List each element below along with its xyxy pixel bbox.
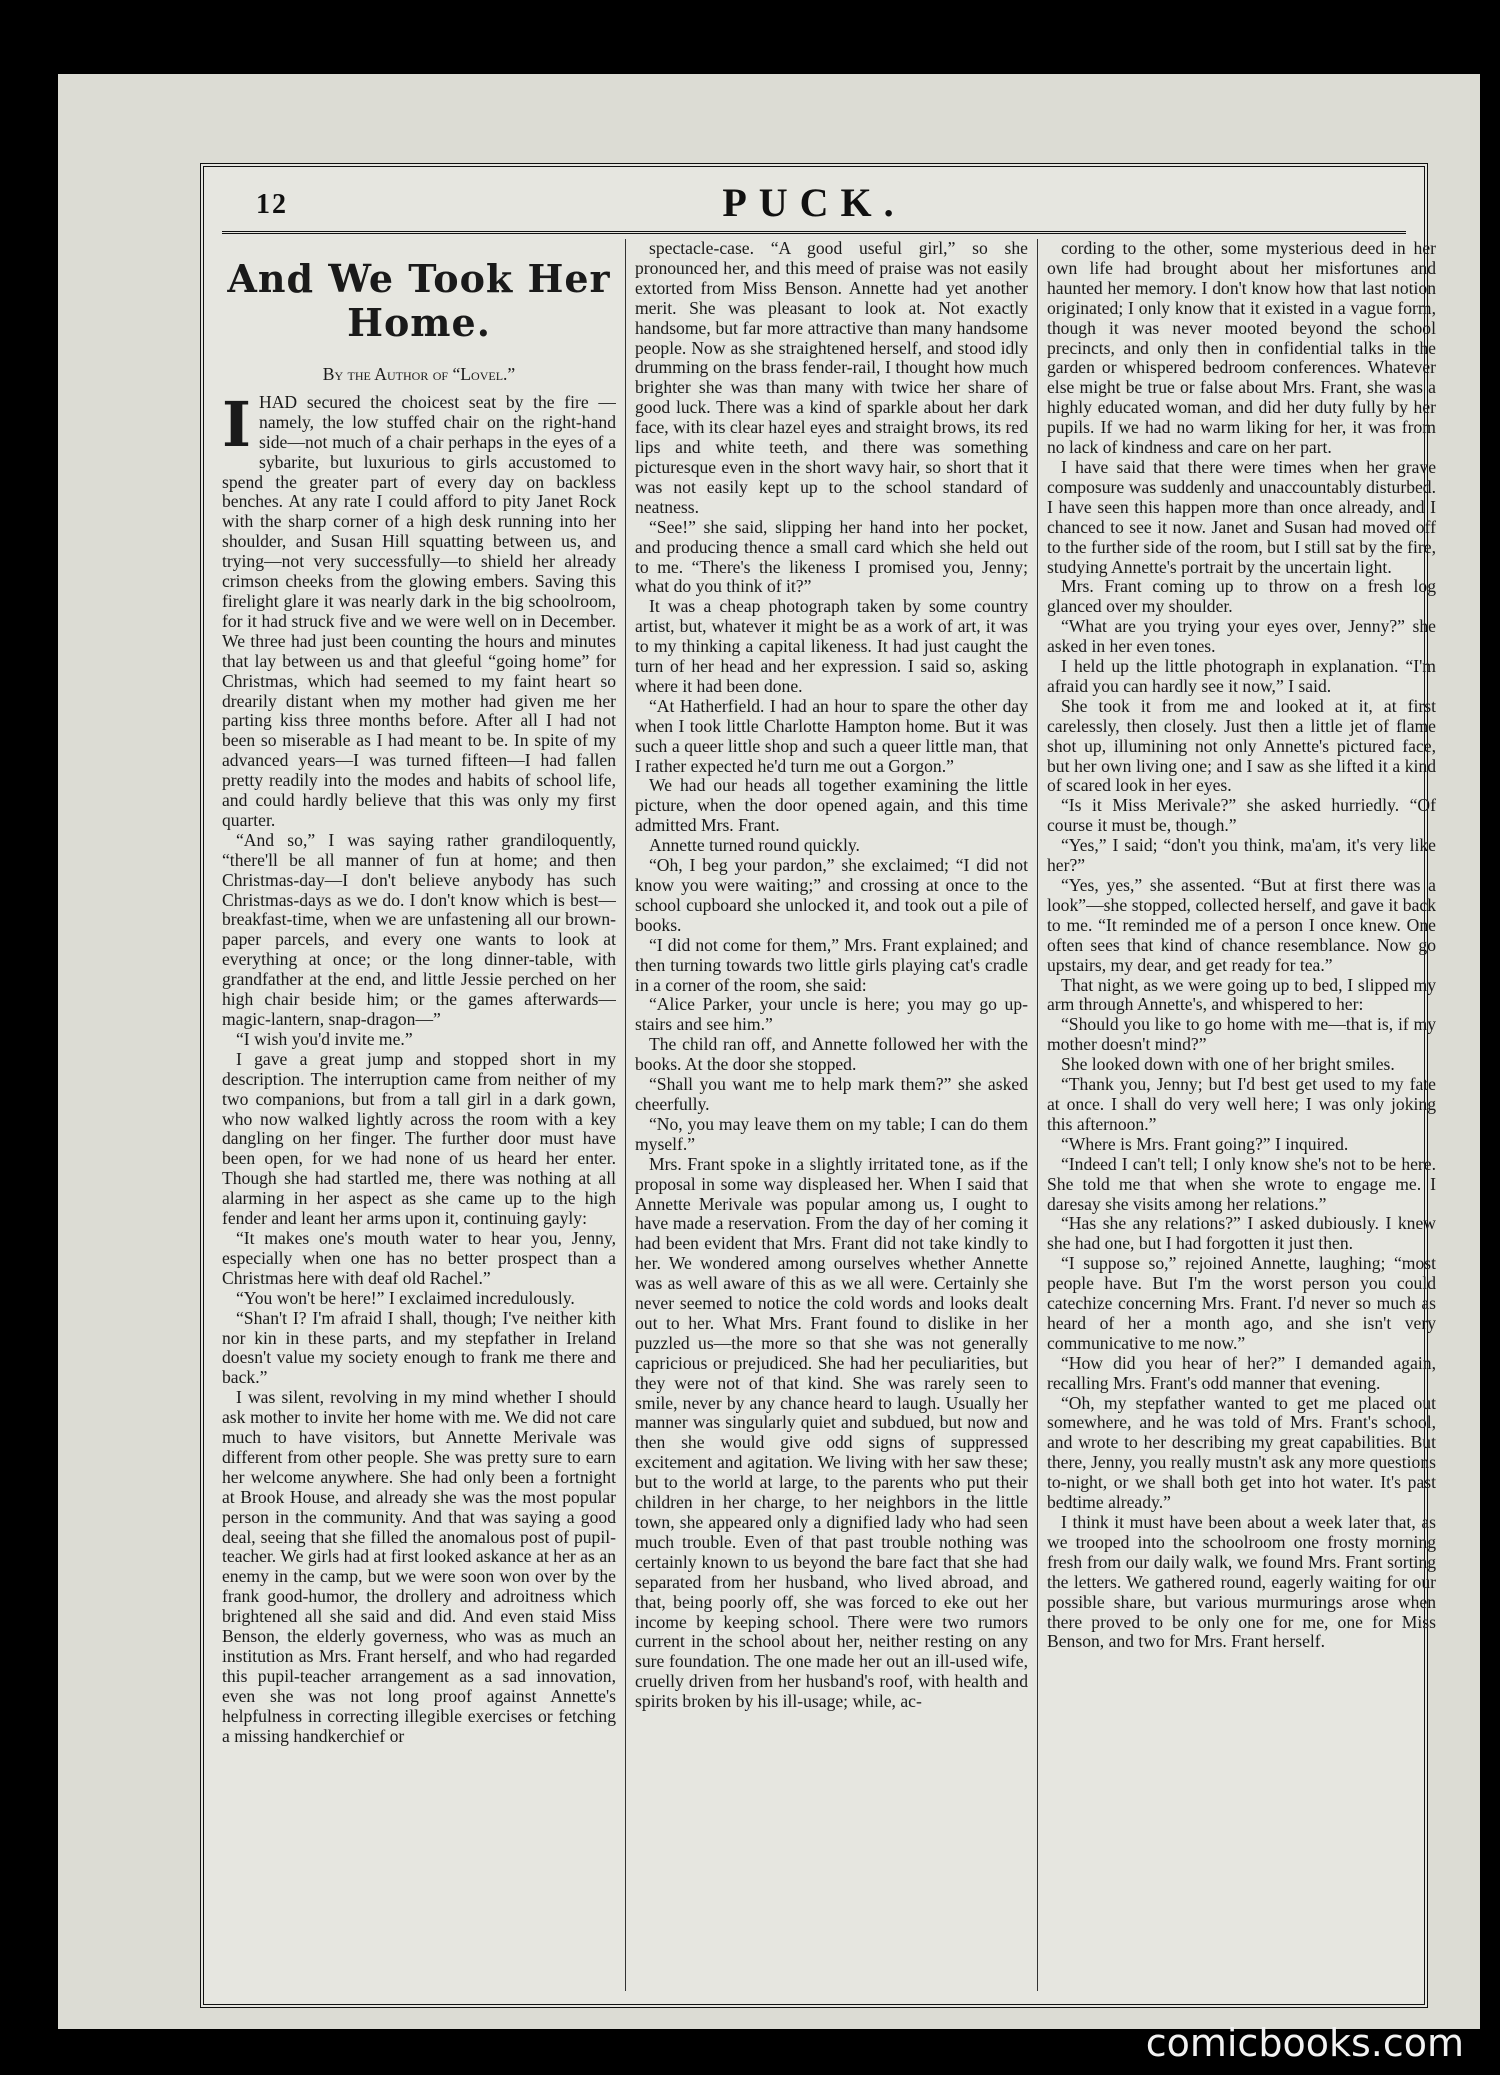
paragraph: “You won't be here!” I exclaimed incredulously. — [236, 1287, 575, 1308]
paragraph: “Yes,” I said; “don't you think, ma'am, it's very like her?” — [1047, 835, 1436, 876]
paragraph: That night, as we were going up to bed, I slipped my arm through Annette's, and whispered to her: — [1047, 974, 1436, 1015]
paragraph: “How did you hear of her?” I demanded again, recalling Mrs. Frant's odd manner that evening. — [1047, 1352, 1436, 1393]
paragraph: “It makes one's mouth water to hear you, Jenny, especially when one has no better prospect than a Christmas here with deaf old Rachel.” — [222, 1227, 616, 1288]
paragraph: “Yes, yes,” she assented. “But at first there was a look”—she stopped, collected herself, and gave it back to me. “It reminded me of a person I once knew. One often sees that kind of chance resemblance. Now go upstairs, my dear, and get ready for tea.” — [1047, 875, 1436, 975]
paragraph: “Alice Parker, your uncle is here; you may go up-stairs and see him.” — [635, 994, 1028, 1035]
masthead-rule — [222, 231, 1406, 234]
paragraph: “Oh, I beg your pardon,” she exclaimed; “I did not know you were waiting;” and crossing at once to the school cupboard she unlocked it, and took out a pile of books. — [635, 855, 1028, 935]
paragraph: “Indeed I can't tell; I only know she's not to be here. She told me that when she wrote to engage me. I daresay she visits among her relations.” — [1047, 1153, 1436, 1214]
paragraph: She looked down with one of her bright smiles. — [1061, 1054, 1395, 1075]
column-divider — [625, 239, 626, 1991]
magazine-title: PUCK. — [722, 180, 906, 225]
paragraph: “I wish you'd invite me.” — [236, 1028, 413, 1049]
paragraph: “Shan't I? I'm afraid I shall, though; I've neither kith nor kin in these parts, and my stepfather in Ireland doesn't value my society enough to frank me there and back.” — [222, 1307, 616, 1388]
masthead — [204, 167, 1424, 233]
paragraph: “Thank you, Jenny; but I'd best get used to my fate at once. I shall do very well here; I was only joking this afternoon.” — [1047, 1074, 1436, 1134]
paragraph: “Should you like to go home with me—that is, if my mother doesn't mind?” — [1047, 1014, 1436, 1055]
paragraph: “At Hatherfield. I had an hour to spare the other day when I took little Charlotte Hampton home. But it was such a queer little shop and such a queer little man, that I rather expected he'd turn me out a Gorgon.” — [635, 695, 1028, 776]
paragraph: cording to the other, some mysterious deed in her own life had brought about her misfortunes and haunted her memory. I don't know how that last notion originated; I only know that it existed in a vague form, though it was never mooted beyond the school precincts, and only then in confidential talks in the garden or whispered bedroom conferences. Whatever else might be true or false about Mrs. Frant, she was a highly educated woman, and did her duty fully by her pupils. If we had no warm liking for her, it was from no lack of kindness and care on her part. — [1047, 239, 1436, 458]
column-divider — [1037, 239, 1038, 1991]
magazine-page — [200, 163, 1436, 2008]
paragraph — [222, 387, 616, 831]
paragraph: I think it must have been about a week later that, as we trooped into the schoolroom one frosty morning fresh from our daily walk, we found Mrs. Frant sorting the letters. We gathered round, eagerly waiting for our possible share, but various murmurings arose when there proved to be only one for me, one for Miss Benson, and two for Mrs. Frant herself. — [1047, 1512, 1436, 1652]
paragraph: Mrs. Frant spoke in a slightly irritated tone, as if the proposal in some way displeased her. When I said that Annette Merivale was popular among us, I ought to have made a reservation. From the day of her coming it had been evident that Mrs. Frant did not take kindly to her. We wondered among ourselves whether Annette was as well aware of this as we all were. Certainly she never seemed to notice the cold words and looks dealt out to her. What Mrs. Frant found to dislike in her puzzled us—the more so that she was not generally capricious or prejudiced. She had her peculiarities, but they were not of that kind. She was rarely seen to smile, never by any chance heard to laugh. Usually her manner was singularly quiet and subdued, but now and then she would give odd signs of suppressed excitement and agitation. We living with her saw these; but to the world at large, to the parents who put their children in her charge, to her neighbors in the little town, she appeared only a dignified lady who had seen much trouble. Even of that past trouble nothing was certainly known to us beyond the bare fact that she had separated from her husband, who lived abroad, and that, being poorly off, she was forced to eke out her income by keeping school. There were two rumors current in the school about her, neither resting on any sure foundation. The one made her out an ill-used wife, cruelly driven from her husband's roof, with health and spirits broken by his ill-usage; while, ac- — [635, 1153, 1028, 1712]
watermark: comicbooks.com — [1145, 2021, 1464, 2065]
paragraph: “What are you trying your eyes over, Jenny?” she asked in her even tones. — [1047, 616, 1436, 657]
paragraph: “Oh, my stepfather wanted to get me placed out somewhere, and he was told of Mrs. Frant's school, and wrote to her describing my great capabilities. But there, Jenny, you really mustn't ask any more questions to-night, or we shall both get into hot water. It's past bedtime already.” — [1047, 1392, 1436, 1513]
paragraph: “And so,” I was saying rather grandiloquently, “there'll be all manner of fun at home; and then Christmas-day—I don't believe anybody has such Christmas-days as we do. I don't know which is best—breakfast-time, when we are unfastening all our brown-paper parcels, and every one wants to look at everything at once; or the long dinner-table, with grandfather at the end, and little Jessie perched on her high chair beside him; or the games afterwards—magic-lantern, snap-dragon—” — [222, 829, 616, 1029]
paragraph: spectacle-case. “A good useful girl,” so she pronounced her, and this meed of praise was not easily extorted from Miss Benson. Annette had yet another merit. She was pleasant to look at. Not exactly handsome, but far more attractive than many handsome people. Now as she straightened herself, and stood idly drumming on the brass fender-rail, I thought how much brighter she was than many with twice her share of good luck. There was a kind of sparkle about her dark face, with its clear hazel eyes and straight brows, its red lips and white teeth, and there was something picturesque even in the short wavy hair, so short that it was not easily kept up to the school standard of neatness. — [635, 239, 1028, 517]
column-3 — [1047, 239, 1436, 1991]
paragraph: The child ran off, and Annette followed her with the books. At the door she stopped. — [635, 1034, 1028, 1075]
drop-cap: I — [222, 387, 252, 461]
page-number: 12 — [256, 189, 288, 220]
paragraph: “Where is Mrs. Frant going?” I inquired. — [1061, 1133, 1349, 1154]
story-byline: By the Author of “Lovel.” — [322, 364, 516, 384]
paragraph: “Shall you want me to help mark them?” she asked cheerfully. — [635, 1074, 1028, 1114]
paragraph: I held up the little photograph in explanation. “I'm afraid you can hardly see it now,” I said. — [1047, 656, 1436, 696]
paragraph: I have said that there were times when her grave composure was suddenly and unaccountably disturbed. I have seen this happen more than once already, and I chanced to see it now. Janet and Susan had moved off to the further side of the room, but I still sat by the fire, studying Annette's portrait by the uncertain light. — [1047, 456, 1436, 577]
paragraph: “I did not come for them,” Mrs. Frant explained; and then turning towards two little girls playing cat's cradle in a corner of the room, she said: — [635, 934, 1028, 995]
column-2 — [635, 239, 1028, 1991]
paragraph: “Is it Miss Merivale?” she asked hurriedly. “Of course it must be, though.” — [1047, 795, 1436, 836]
paragraph: “No, you may leave them on my table; I can do them myself.” — [635, 1113, 1028, 1154]
paragraph: “I suppose so,” rejoined Annette, laughing; “most people have. But I'm the worst person you could catechize concerning Mrs. Frant. I'd never so much as heard of her a month ago, and she isn't very communicative to me now.” — [1047, 1253, 1436, 1353]
paragraph-text: HAD secured the choicest seat by the fire —namely, the low stuffed chair on the right-hand side—not much of a chair perhaps in the eyes of a sybarite, but luxurious to girls accustomed to spend the greater part of every day on backless benches. At any rate I could afford to pity Janet Rock with the sharp corner of a high desk running into her shoulder, and Susan Hill squatting between us, and trying—not very successfully—to shield her already crimson cheeks from the glowing embers. Saving this firelight glare it was nearly dark in the big schoolroom, for it had struck five and we were well on in December. We three had just been counting the hours and minutes that lay between us and that gleeful “going home” for Christmas, which had seemed to my faint heart so drearily distant when my mother had given me her parting kiss three months before. After all I had not been so miserable as I had meant to be. In spite of my advanced years—I was turned fifteen—I had fallen pretty readily into the modes and habits of school life, and could hardly believe that this was only my first quarter. — [222, 391, 616, 830]
paragraph: Annette turned round quickly. — [649, 835, 860, 856]
paragraph: “Has she any relations?” I asked dubiously. I knew she had one, but I had forgotten it just then. — [1047, 1213, 1436, 1254]
paragraph: She took it from me and looked at it, at first carelessly, then closely. Just then a little jet of flame shot up, illumining not only Annette's pictured face, but her own living one; and I saw as she lifted it a kind of scared look in her eyes. — [1047, 695, 1436, 796]
column-1-body — [222, 387, 616, 1747]
paragraph: I was silent, revolving in my mind whether I should ask mother to invite her home with me. We did not care much to have visitors, but Annette Merivale was different from other people. She was pretty sure to earn her welcome anywhere. She had only been a fortnight at Brook House, and already she was the most popular person in the community. And that was saying a good deal, seeing that she filled the anomalous post of pupil-teacher. We girls had at first looked askance at her as an enemy in the camp, but we were soon won over by the frank good-humor, the drollery and adroitness which brightened all she said and did. And even staid Miss Benson, the elderly governess, who was as much an institution as Mrs. Frant herself, and who had regarded this pupil-teacher arrangement as a sad innovation, even she was not long proof against Annette's helpfulness in correcting illegible exercises or fetching a missing handkerchief or — [222, 1387, 616, 1746]
paragraph: I gave a great jump and stopped short in my description. The interruption came from neither of my two companions, but from a tall girl in a dark gown, who now walked lightly across the room with a key dangling on her finger. The further door must have been open, for we had none of us heard her enter. Though she had startled me, there was nothing at all alarming in her aspect as she came up to the high fender and leant her arms upon it, continuing gayly: — [222, 1048, 616, 1229]
paragraph: Mrs. Frant coming up to throw on a fresh log glanced over my shoulder. — [1047, 576, 1436, 617]
story-title: And We Took Her Home. — [227, 256, 611, 345]
column-1 — [222, 239, 616, 1991]
paragraph: We had our heads all together examining the little picture, when the door opened again, and this time admitted Mrs. Frant. — [635, 775, 1028, 836]
paragraph: It was a cheap photograph taken by some country artist, but, whatever it might be as a work of art, it was to my thinking a capital likeness. It had just caught the turn of her head and her expression. I said so, asking where it had been done. — [635, 596, 1028, 696]
paragraph: “See!” she said, slipping her hand into her pocket, and producing thence a small card which she held out to me. “There's the likeness I promised you, Jenny; what do you think of it?” — [635, 516, 1028, 597]
